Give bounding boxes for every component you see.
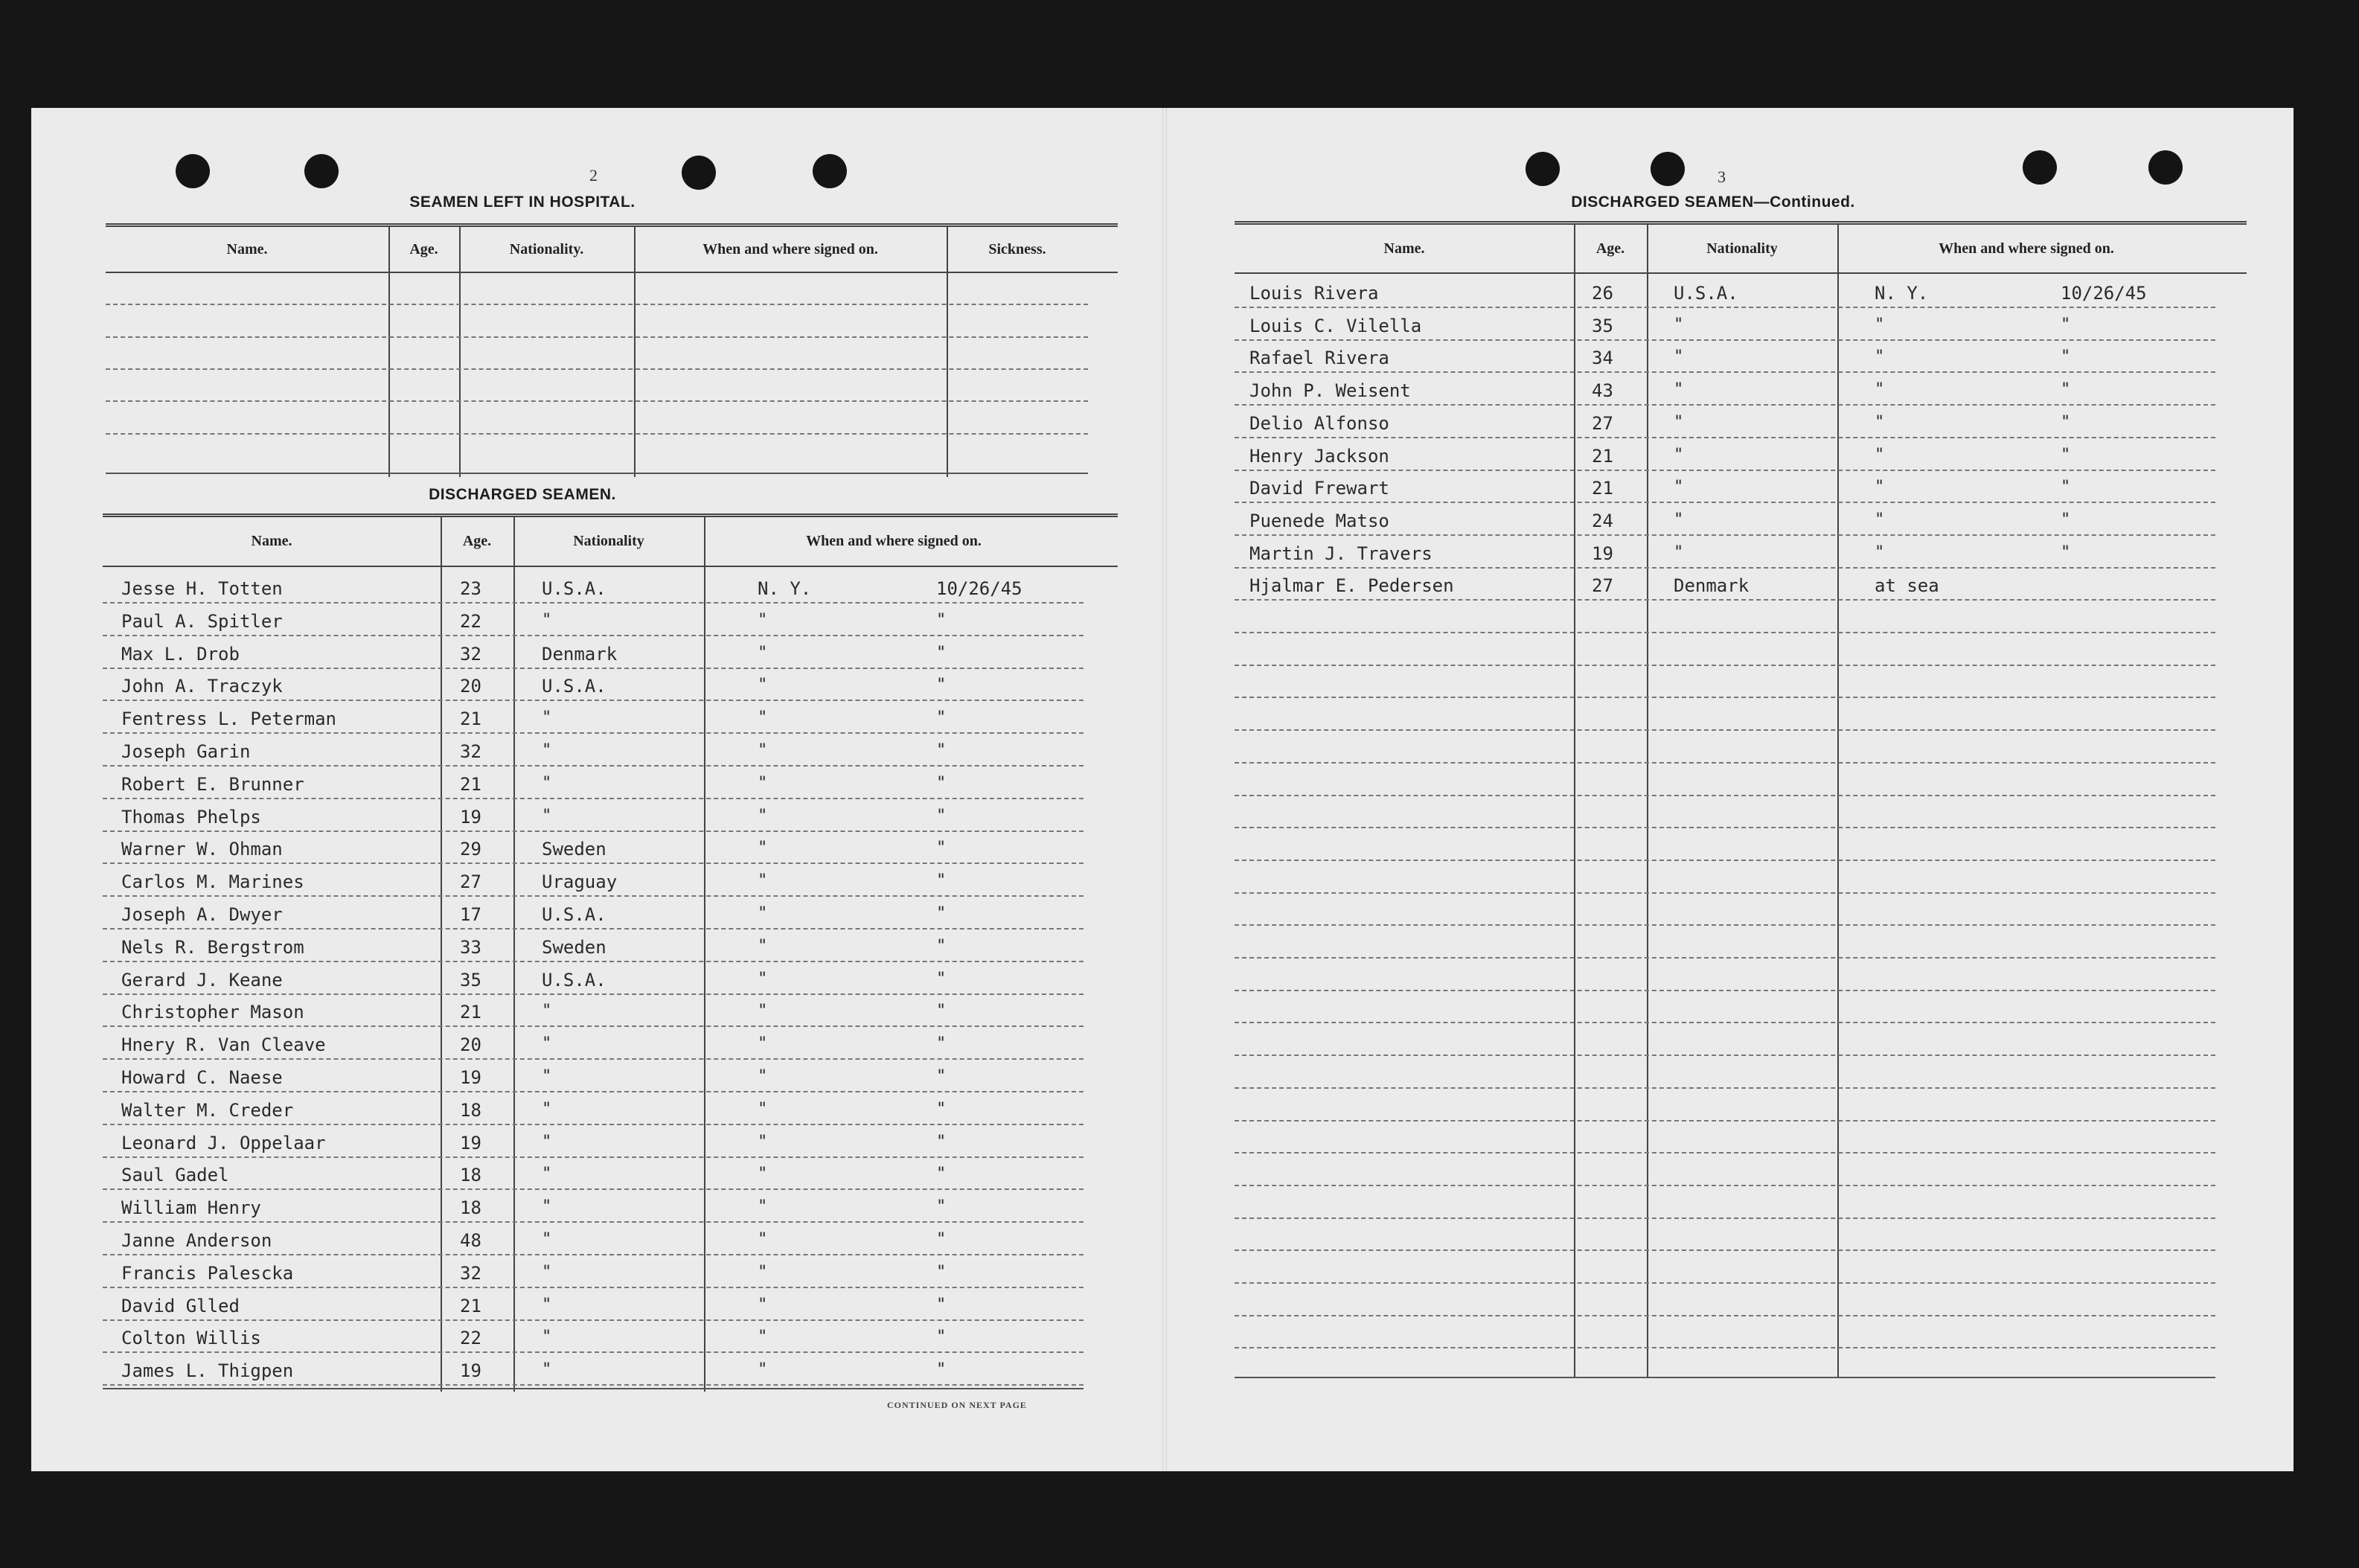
age-cell: 18 <box>460 1165 481 1186</box>
date-cell: " <box>936 1230 947 1249</box>
nationality-cell: U.S.A. <box>1674 283 1738 304</box>
age-cell: 18 <box>460 1197 481 1219</box>
row-line <box>1235 437 2215 438</box>
name-cell: Hjalmar E. Pedersen <box>1249 575 1454 597</box>
place-cell: " <box>758 936 768 956</box>
name-cell: Warner W. Ohman <box>121 839 283 860</box>
place-cell: " <box>758 1328 768 1347</box>
row-line <box>1235 762 2215 764</box>
place-cell: " <box>758 1295 768 1314</box>
row-line <box>1235 1120 2215 1121</box>
nationality-cell: Sweden <box>542 839 606 860</box>
age-cell: 43 <box>1592 380 1613 402</box>
row-line <box>1235 1087 2215 1089</box>
row-line <box>103 895 1084 897</box>
date-cell: " <box>936 936 947 956</box>
nationality-cell: " <box>542 1197 552 1217</box>
place-cell: " <box>758 1067 768 1086</box>
place-cell: " <box>758 1230 768 1249</box>
row-line <box>1235 957 2215 959</box>
age-cell: 27 <box>1592 412 1613 434</box>
row-line <box>1235 339 2215 341</box>
row-line <box>103 1091 1084 1092</box>
name-cell: Nels R. Bergstrom <box>121 936 304 958</box>
age-cell: 22 <box>460 1328 481 1349</box>
nationality-cell: " <box>542 1328 552 1347</box>
name-cell: David Glled <box>121 1295 240 1316</box>
page-number-right: 3 <box>1718 167 1726 186</box>
date-cell: " <box>936 1002 947 1021</box>
row-line <box>106 304 1088 305</box>
age-cell: 20 <box>460 1034 481 1056</box>
row-line <box>1235 924 2215 926</box>
name-cell: Hnery R. Van Cleave <box>121 1034 326 1056</box>
place-cell: " <box>758 676 768 695</box>
discharged-table-right <box>1235 221 2247 1505</box>
row-line <box>1235 1022 2215 1023</box>
header-age: Age. <box>409 240 438 257</box>
header-nationality: Nationality <box>1706 240 1778 257</box>
nationality-cell: " <box>542 1360 552 1380</box>
nationality-cell: U.S.A. <box>542 904 606 925</box>
age-cell: 33 <box>460 936 481 958</box>
age-cell: 21 <box>460 773 481 795</box>
age-cell: 35 <box>1592 315 1613 336</box>
header-name: Name. <box>1383 240 1425 257</box>
nationality-cell: Denmark <box>1674 575 1750 597</box>
row-line <box>1235 1185 2215 1186</box>
place-cell: " <box>758 741 768 760</box>
name-cell: Joseph Garin <box>121 741 251 762</box>
header-signed-on: When and where signed on. <box>702 240 878 257</box>
place-cell: " <box>758 773 768 793</box>
place-cell: " <box>758 643 768 662</box>
nationality-cell: Sweden <box>542 936 606 958</box>
place-cell: " <box>1875 510 1885 529</box>
nationality-cell: " <box>542 610 552 630</box>
place-cell: " <box>758 1360 768 1380</box>
nationality-cell: " <box>542 1262 552 1281</box>
punch-hole <box>682 156 716 190</box>
row-line <box>1235 567 2215 569</box>
nationality-cell: " <box>542 1034 552 1054</box>
date-cell: " <box>936 1165 947 1184</box>
place-cell: " <box>758 1197 768 1217</box>
age-cell: 29 <box>460 839 481 860</box>
place-cell: " <box>1875 315 1885 334</box>
row-line <box>103 765 1084 767</box>
place-cell: " <box>1875 445 1885 464</box>
row-line <box>1235 1055 2215 1056</box>
header-age: Age. <box>1595 240 1625 257</box>
name-cell: John A. Traczyk <box>121 676 283 697</box>
age-cell: 19 <box>460 1067 481 1088</box>
column-divider <box>459 227 461 477</box>
row-line <box>103 863 1084 864</box>
name-cell: James L. Thigpen <box>121 1360 294 1382</box>
name-cell: Janne Anderson <box>121 1230 272 1251</box>
row-line <box>103 928 1084 929</box>
row-line <box>1235 470 2215 471</box>
row-line <box>1235 502 2215 503</box>
row-line <box>103 1351 1084 1353</box>
table-bottom-line <box>103 1388 1084 1389</box>
row-line <box>106 368 1088 370</box>
age-cell: 34 <box>1592 348 1613 369</box>
nationality-cell: " <box>542 1230 552 1249</box>
name-cell: Joseph A. Dwyer <box>121 904 283 925</box>
place-cell: " <box>758 1165 768 1184</box>
row-line <box>1235 404 2215 406</box>
row-line <box>103 635 1084 636</box>
name-cell: Robert E. Brunner <box>121 773 304 795</box>
row-line <box>103 1221 1084 1223</box>
name-cell: Carlos M. Marines <box>121 871 304 893</box>
header-signed-on: When and where signed on. <box>1939 240 2114 257</box>
date-cell: " <box>936 1034 947 1054</box>
name-cell: Howard C. Naese <box>121 1067 283 1088</box>
row-line <box>106 433 1088 435</box>
place-cell: " <box>1875 543 1885 562</box>
date-cell: " <box>936 1197 947 1217</box>
date-cell: " <box>936 610 947 630</box>
ledger-sheet <box>31 108 2294 1471</box>
nationality-cell: " <box>542 1165 552 1184</box>
row-line <box>1235 1249 2215 1251</box>
age-cell: 21 <box>460 708 481 730</box>
date-cell: " <box>936 969 947 988</box>
header-age: Age. <box>462 533 492 549</box>
nationality-cell: " <box>1674 315 1684 334</box>
nationality-cell: U.S.A. <box>542 969 606 991</box>
age-cell: 21 <box>460 1295 481 1316</box>
hospital-table-header <box>106 227 1118 273</box>
nationality-cell: " <box>542 1067 552 1086</box>
date-cell: " <box>936 741 947 760</box>
row-line <box>103 1188 1084 1190</box>
nationality-cell: U.S.A. <box>542 578 606 599</box>
continued-note: CONTINUED ON NEXT PAGE <box>887 1400 1027 1410</box>
row-line <box>103 1319 1084 1321</box>
name-cell: Colton Willis <box>121 1328 261 1349</box>
place-cell: " <box>1875 412 1885 432</box>
date-cell: " <box>936 708 947 728</box>
place-cell: at sea <box>1875 575 1939 597</box>
date-cell: " <box>936 1295 947 1314</box>
name-cell: Puenede Matso <box>1249 510 1389 531</box>
row-line <box>103 1058 1084 1060</box>
row-line <box>103 602 1084 604</box>
name-cell: Thomas Phelps <box>121 806 261 828</box>
punch-hole <box>1526 152 1560 186</box>
row-line <box>103 732 1084 734</box>
header-signed-on: When and where signed on. <box>806 533 982 549</box>
name-cell: Max L. Drob <box>121 643 240 665</box>
row-line <box>106 336 1088 338</box>
nationality-cell: " <box>542 708 552 728</box>
date-cell: " <box>936 643 947 662</box>
row-line <box>103 798 1084 799</box>
date-cell: " <box>936 773 947 793</box>
nationality-cell: " <box>1674 510 1684 529</box>
column-divider <box>513 517 515 1392</box>
column-divider <box>704 517 705 1392</box>
age-cell: 23 <box>460 578 481 599</box>
place-cell: " <box>1875 348 1885 367</box>
row-line <box>103 1254 1084 1255</box>
name-cell: Delio Alfonso <box>1249 412 1389 434</box>
row-line <box>1235 990 2215 991</box>
row-line <box>1235 795 2215 796</box>
place-cell: " <box>758 1132 768 1151</box>
place-cell: " <box>758 839 768 858</box>
date-cell: " <box>2061 315 2071 334</box>
place-cell: " <box>758 1099 768 1119</box>
place-cell: " <box>758 969 768 988</box>
table-bottom-line <box>106 473 1088 474</box>
place-cell: " <box>758 806 768 825</box>
name-cell: Henry Jackson <box>1249 445 1389 467</box>
nationality-cell: " <box>542 1132 552 1151</box>
nationality-cell: " <box>542 1295 552 1314</box>
discharged-table-left <box>103 513 1118 1392</box>
place-cell: N. Y. <box>758 578 812 599</box>
discharged-continued-title: DISCHARGED SEAMEN—Continued. <box>1571 193 1855 211</box>
place-cell: " <box>758 610 768 630</box>
age-cell: 17 <box>460 904 481 925</box>
place-cell: " <box>1875 380 1885 400</box>
age-cell: 24 <box>1592 510 1613 531</box>
row-line <box>1235 371 2215 373</box>
page-fold <box>1162 108 1167 1471</box>
name-cell: David Frewart <box>1249 478 1389 499</box>
row-line <box>106 400 1088 402</box>
nationality-cell: " <box>542 773 552 793</box>
row-line <box>103 831 1084 832</box>
name-cell: John P. Weisent <box>1249 380 1411 402</box>
age-cell: 19 <box>460 1360 481 1382</box>
age-cell: 19 <box>1592 543 1613 564</box>
punch-hole <box>1651 152 1685 186</box>
age-cell: 19 <box>460 1132 481 1153</box>
nationality-cell: " <box>1674 348 1684 367</box>
nationality-cell: " <box>1674 478 1684 497</box>
age-cell: 32 <box>460 1262 481 1284</box>
age-cell: 48 <box>460 1230 481 1251</box>
row-line <box>1235 729 2215 731</box>
date-cell: " <box>2061 348 2071 367</box>
date-cell: " <box>936 839 947 858</box>
header-name: Name. <box>251 533 292 549</box>
hospital-table <box>106 223 1118 477</box>
date-cell: " <box>936 1132 947 1151</box>
place-cell: N. Y. <box>1875 283 1929 304</box>
header-sickness: Sickness. <box>988 240 1046 257</box>
name-cell: Walter M. Creder <box>121 1099 294 1121</box>
name-cell: Francis Palescka <box>121 1262 294 1284</box>
date-cell: 10/26/45 <box>936 578 1022 599</box>
age-cell: 26 <box>1592 283 1613 304</box>
nationality-cell: Uraguay <box>542 871 618 893</box>
header-name: Name. <box>226 240 268 257</box>
column-divider <box>1574 225 1575 1378</box>
date-cell: " <box>936 871 947 891</box>
row-line <box>1235 1152 2215 1153</box>
place-cell: " <box>758 708 768 728</box>
name-cell: Leonard J. Oppelaar <box>121 1132 326 1153</box>
discharged-section-title: DISCHARGED SEAMEN. <box>429 486 616 503</box>
age-cell: 35 <box>460 969 481 991</box>
page-number-left: 2 <box>589 166 598 185</box>
punch-hole <box>304 154 339 188</box>
place-cell: " <box>758 1034 768 1054</box>
column-divider <box>1837 225 1839 1378</box>
nationality-cell: " <box>542 806 552 825</box>
row-line <box>1235 632 2215 633</box>
nationality-cell: " <box>1674 543 1684 562</box>
age-cell: 20 <box>460 676 481 697</box>
row-line <box>103 993 1084 995</box>
row-line <box>103 1156 1084 1158</box>
row-line <box>103 961 1084 962</box>
nationality-cell: " <box>542 741 552 760</box>
row-line <box>103 1287 1084 1288</box>
column-divider <box>441 517 442 1392</box>
row-line <box>1235 307 2215 308</box>
place-cell: " <box>1875 478 1885 497</box>
row-line <box>1235 1347 2215 1348</box>
name-cell: William Henry <box>121 1197 261 1219</box>
row-line <box>1235 665 2215 666</box>
punch-hole <box>2148 150 2183 185</box>
nationality-cell: U.S.A. <box>542 676 606 697</box>
age-cell: 21 <box>1592 478 1613 499</box>
age-cell: 18 <box>460 1099 481 1121</box>
date-cell: " <box>2061 543 2071 562</box>
row-line <box>1235 534 2215 536</box>
date-cell: " <box>936 1099 947 1119</box>
nationality-cell: " <box>542 1002 552 1021</box>
row-line <box>1235 1282 2215 1284</box>
header-nationality: Nationality <box>573 533 644 549</box>
row-line <box>103 1124 1084 1125</box>
date-cell: " <box>936 1067 947 1086</box>
nationality-cell: " <box>1674 445 1684 464</box>
date-cell: " <box>936 806 947 825</box>
age-cell: 21 <box>1592 445 1613 467</box>
age-cell: 22 <box>460 610 481 632</box>
table-bottom-line <box>1235 1377 2215 1378</box>
nationality-cell: " <box>1674 380 1684 400</box>
place-cell: " <box>758 1002 768 1021</box>
punch-hole <box>813 154 847 188</box>
age-cell: 19 <box>460 806 481 828</box>
row-line <box>1235 697 2215 698</box>
date-cell: " <box>936 1328 947 1347</box>
date-cell: 10/26/45 <box>2061 283 2147 304</box>
date-cell: " <box>2061 445 2071 464</box>
age-cell: 21 <box>460 1002 481 1023</box>
column-divider <box>947 227 948 477</box>
name-cell: Fentress L. Peterman <box>121 708 336 730</box>
discharged-table-header <box>103 517 1118 567</box>
date-cell: " <box>936 1360 947 1380</box>
row-line <box>1235 1315 2215 1316</box>
place-cell: " <box>758 1262 768 1281</box>
place-cell: " <box>758 871 768 891</box>
discharged-table-header-right <box>1235 225 2247 274</box>
column-divider <box>1647 225 1648 1378</box>
date-cell: " <box>936 1262 947 1281</box>
row-line <box>1235 860 2215 861</box>
name-cell: Jesse H. Totten <box>121 578 283 599</box>
date-cell: " <box>2061 380 2071 400</box>
age-cell: 27 <box>1592 575 1613 597</box>
punch-hole <box>2023 150 2057 185</box>
date-cell: " <box>2061 478 2071 497</box>
name-cell: Rafael Rivera <box>1249 348 1389 369</box>
row-line <box>103 668 1084 669</box>
row-line <box>1235 827 2215 828</box>
age-cell: 32 <box>460 643 481 665</box>
hospital-section-title: SEAMEN LEFT IN HOSPITAL. <box>409 193 636 211</box>
name-cell: Christopher Mason <box>121 1002 304 1023</box>
name-cell: Saul Gadel <box>121 1165 229 1186</box>
nationality-cell: " <box>542 1099 552 1119</box>
punch-hole <box>176 154 210 188</box>
name-cell: Paul A. Spitler <box>121 610 283 632</box>
row-line <box>103 700 1084 701</box>
age-cell: 27 <box>460 871 481 893</box>
row-line <box>1235 892 2215 894</box>
name-cell: Louis Rivera <box>1249 283 1379 304</box>
column-divider <box>388 227 390 477</box>
row-line <box>103 1384 1084 1386</box>
name-cell: Martin J. Travers <box>1249 543 1433 564</box>
nationality-cell: " <box>1674 412 1684 432</box>
row-line <box>103 1025 1084 1027</box>
place-cell: " <box>758 904 768 923</box>
nationality-cell: Denmark <box>542 643 618 665</box>
row-line <box>1235 1217 2215 1219</box>
date-cell: " <box>2061 510 2071 529</box>
header-nationality: Nationality. <box>509 240 584 257</box>
row-line <box>1235 599 2215 601</box>
date-cell: " <box>936 904 947 923</box>
name-cell: Louis C. Vilella <box>1249 315 1422 336</box>
date-cell: " <box>2061 412 2071 432</box>
date-cell: " <box>936 676 947 695</box>
age-cell: 32 <box>460 741 481 762</box>
column-divider <box>634 227 636 477</box>
name-cell: Gerard J. Keane <box>121 969 283 991</box>
